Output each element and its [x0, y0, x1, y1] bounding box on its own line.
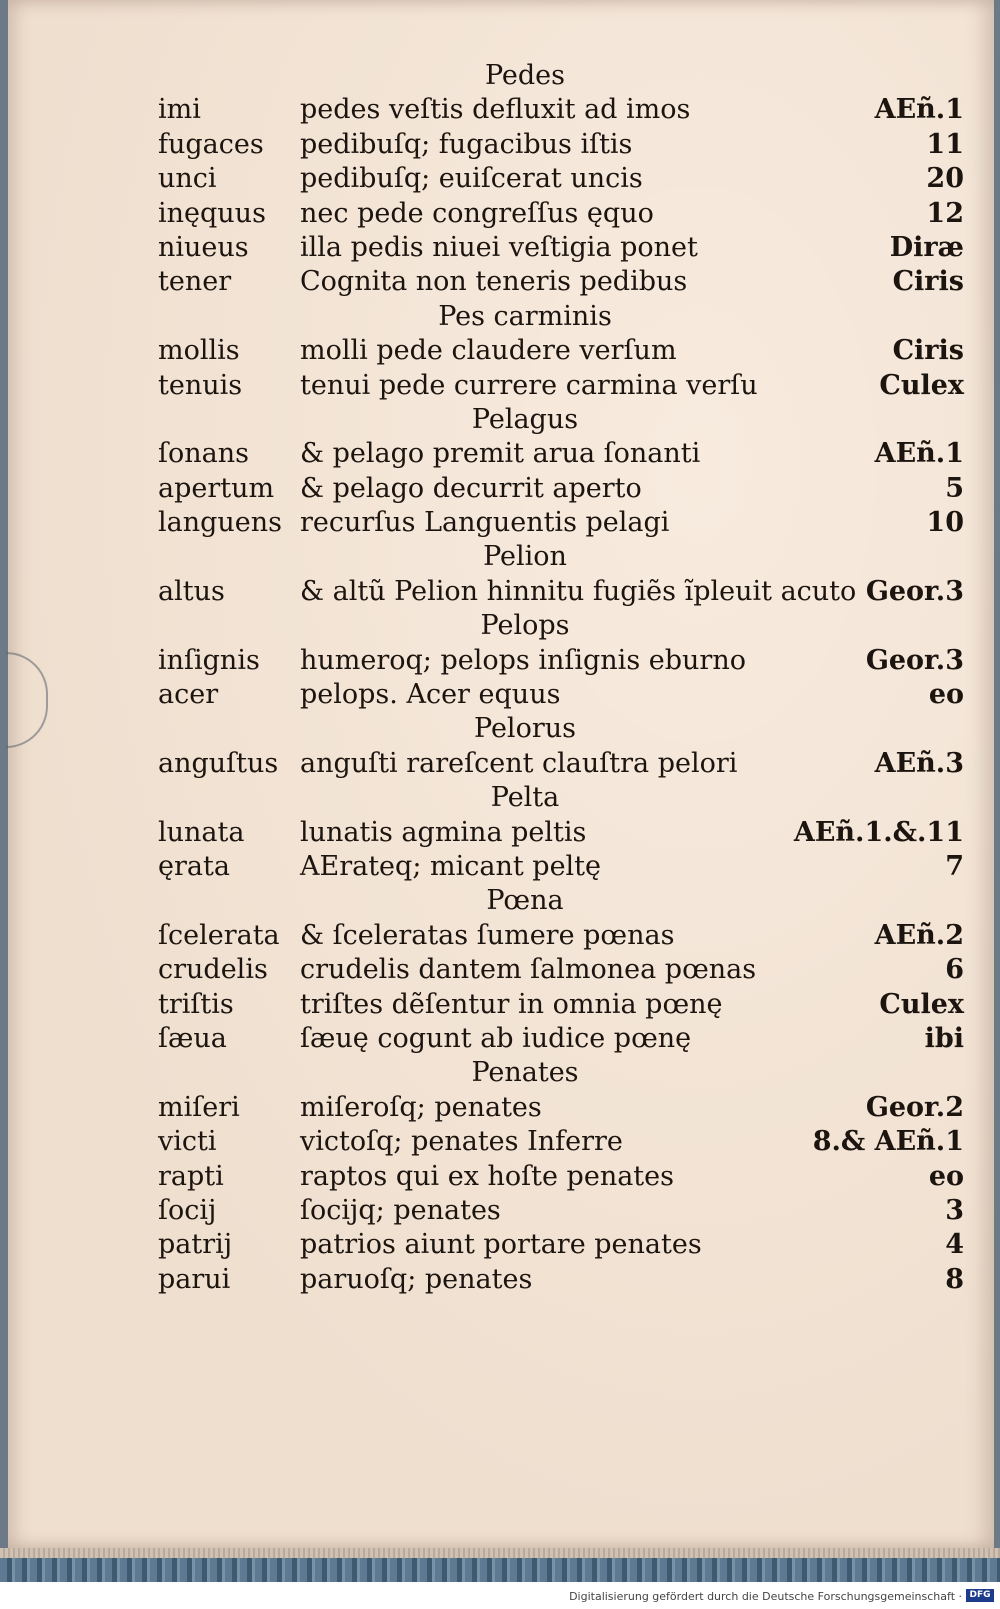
reference: Diræ — [889, 231, 964, 263]
quote: AErateq; micant peltę — [300, 850, 602, 882]
reference: Ciris — [892, 266, 964, 298]
epithet: imi — [158, 94, 201, 126]
reference: eo — [928, 679, 964, 711]
index-row — [0, 1195, 1000, 1229]
index-row — [0, 1161, 1000, 1195]
quote: miſeroſq; penates — [300, 1091, 542, 1123]
epithet: ſcelerata — [158, 919, 280, 951]
section-heading: Pelops — [480, 610, 570, 642]
book-cover-edge — [0, 1558, 1000, 1582]
index-row — [0, 1023, 1000, 1057]
epithet: fugaces — [158, 128, 264, 160]
epithet: lunata — [158, 816, 245, 848]
quote: paruoſq; penates — [300, 1263, 533, 1295]
quote: pedibuſq; euiſcerat uncis — [300, 163, 643, 195]
reference: 12 — [926, 197, 964, 229]
epithet: crudelis — [158, 954, 268, 986]
quote: & altũ Pelion hinnitu fugiẽs ĩpleuit acuto — [300, 575, 857, 607]
epithet: triſtis — [158, 988, 234, 1020]
index-row — [0, 438, 1000, 472]
index-row — [0, 266, 1000, 300]
section-heading: Pelion — [483, 541, 567, 573]
epithet: miſeri — [158, 1091, 240, 1123]
index-row — [0, 679, 1000, 713]
index-row — [0, 645, 1000, 679]
reference: 20 — [926, 163, 964, 195]
index-row — [0, 370, 1000, 404]
reference: Ciris — [892, 335, 964, 367]
reference: AEñ.1 — [874, 438, 964, 470]
index-row — [0, 198, 1000, 232]
section-heading: Pedes — [484, 60, 566, 91]
reference: AEñ.2 — [874, 919, 964, 951]
quote: & pelago decurrit aperto — [300, 472, 642, 504]
index-row — [0, 1229, 1000, 1263]
reference: 10 — [926, 507, 964, 539]
quote: nec pede congreſſus ęquo — [300, 197, 654, 229]
index-entries — [0, 60, 1000, 1298]
quote: pedibuſq; fugacibus iſtis — [300, 128, 633, 160]
quote: Cognita non teneris pedibus — [300, 266, 688, 298]
quote: ſæuę cogunt ab iudice pœnę — [300, 1022, 692, 1054]
epithet: apertum — [158, 472, 275, 504]
epithet: altus — [158, 575, 225, 607]
index-row — [0, 1092, 1000, 1126]
reference: eo — [928, 1160, 964, 1192]
section-heading: Pelagus — [471, 403, 579, 435]
index-row — [0, 163, 1000, 197]
reference: Geor.2 — [865, 1091, 964, 1123]
reference: 3 — [945, 1194, 964, 1226]
epithet: inſignis — [158, 644, 260, 676]
reference: Geor.3 — [865, 575, 964, 607]
section-heading: Penates — [471, 1057, 579, 1089]
epithet: unci — [158, 163, 217, 195]
index-row — [0, 129, 1000, 163]
quote: & pelago premit arua ſonanti — [300, 438, 701, 470]
index-row — [0, 817, 1000, 851]
reference: Culex — [879, 369, 964, 401]
epithet: rapti — [158, 1160, 224, 1192]
epithet: languens — [158, 507, 283, 539]
quote: raptos qui ex hoſte penates — [300, 1160, 674, 1192]
epithet: parui — [158, 1263, 231, 1295]
reference: 11 — [926, 128, 964, 160]
footer-credit: Digitalisierung gefördert durch die Deutsche Forschungsgemeinschaft · — [569, 1590, 962, 1603]
quote: tenui pede currere carmina verſu — [300, 369, 758, 401]
quote: & ſceleratas ſumere pœnas — [300, 919, 675, 951]
epithet: victi — [158, 1126, 217, 1158]
quote: molli pede claudere verſum — [300, 335, 677, 367]
epithet: ſocij — [158, 1194, 217, 1226]
quote: recurſus Languentis pelagi — [300, 507, 670, 539]
index-row — [0, 920, 1000, 954]
index-row — [0, 335, 1000, 369]
epithet: tener — [158, 266, 232, 298]
index-row — [0, 989, 1000, 1023]
epithet: ſæua — [158, 1022, 227, 1054]
quote: patrios aiunt portare penates — [300, 1229, 702, 1261]
index-row — [0, 748, 1000, 782]
epithet: inęquus — [158, 197, 266, 229]
quote: pelops. Acer equus — [300, 679, 561, 711]
reference: 7 — [945, 850, 964, 882]
section-heading: Pœna — [486, 885, 564, 917]
quote: victoſq; penates Inferre — [300, 1126, 623, 1158]
epithet: niueus — [158, 231, 249, 263]
index-row — [0, 851, 1000, 885]
quote: anguſti rareſcent clauſtra pelori — [300, 747, 738, 779]
quote: illa pedis niuei veſtigia ponet — [300, 231, 698, 263]
page-edges — [0, 1548, 1000, 1558]
reference: AEñ.3 — [874, 747, 964, 779]
reference: Geor.3 — [865, 644, 964, 676]
reference: 8.& AEñ.1 — [812, 1126, 964, 1158]
index-row — [0, 94, 1000, 128]
quote: ſocijq; penates — [300, 1194, 501, 1226]
epithet: anguſtus — [158, 747, 279, 779]
reference: 6 — [945, 954, 964, 986]
quote: lunatis agmina peltis — [300, 816, 587, 848]
index-row — [0, 1264, 1000, 1298]
reference: ibi — [924, 1022, 964, 1054]
reference: 4 — [945, 1229, 964, 1261]
index-row — [0, 232, 1000, 266]
epithet: tenuis — [158, 369, 243, 401]
quote: pedes veſtis defluxit ad imos — [300, 94, 691, 126]
reference: 5 — [945, 472, 964, 504]
epithet: patrij — [158, 1229, 233, 1261]
epithet: mollis — [158, 335, 240, 367]
epithet: ſonans — [158, 438, 249, 470]
index-row — [0, 473, 1000, 507]
index-row — [0, 576, 1000, 610]
quote: triſtes dẽſentur in omnia pœnę — [300, 988, 723, 1020]
epithet: acer — [158, 679, 219, 711]
section-heading: Pelorus — [474, 713, 576, 745]
reference: AEñ.1.&.11 — [793, 816, 964, 848]
section-heading: Pelta — [490, 782, 560, 814]
section-heading: Pes carminis — [438, 300, 612, 332]
index-row — [0, 507, 1000, 541]
dfg-logo: DFG — [966, 1589, 994, 1602]
reference: AEñ.1 — [874, 94, 964, 126]
reference: 8 — [945, 1263, 964, 1295]
index-row — [0, 954, 1000, 988]
quote: crudelis dantem ſalmonea pœnas — [300, 954, 757, 986]
index-row — [0, 1126, 1000, 1160]
reference: Culex — [879, 988, 964, 1020]
epithet: ęrata — [158, 850, 230, 882]
quote: humeroq; pelops inſignis eburno — [300, 644, 746, 676]
